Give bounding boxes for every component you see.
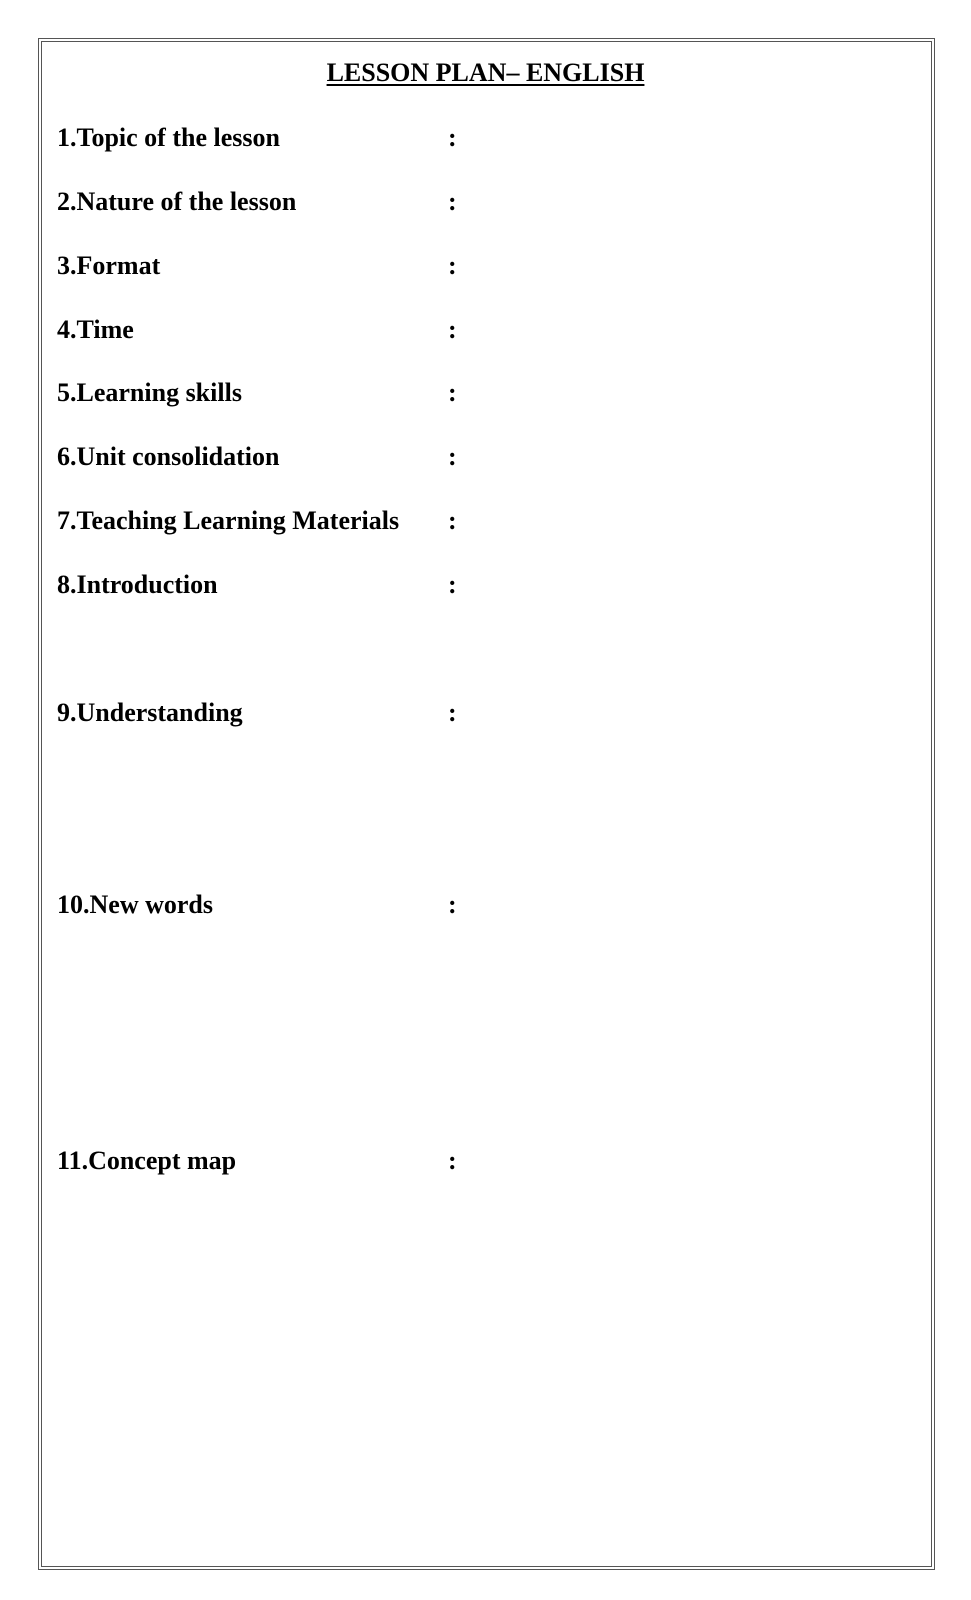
field-label-concept-map: 11.Concept map — [57, 1146, 237, 1175]
field-colon-learning-skills: : — [448, 378, 457, 407]
field-colon-introduction: : — [448, 570, 457, 599]
field-label-nature: 2.Nature of the lesson — [57, 187, 297, 216]
document-title-container — [0, 56, 971, 90]
field-label-time: 4.Time — [57, 315, 134, 344]
field-colon-time: : — [448, 315, 457, 344]
field-label-learning-skills: 5.Learning skills — [57, 378, 242, 407]
page-border-inner — [41, 41, 932, 1567]
field-colon-concept-map: : — [448, 1146, 457, 1175]
field-colon-teaching-materials: : — [448, 506, 457, 535]
field-label-topic: 1.Topic of the lesson — [57, 123, 280, 152]
field-label-format: 3.Format — [57, 251, 161, 280]
field-colon-new-words: : — [448, 890, 457, 919]
field-label-understanding: 9.Understanding — [57, 698, 243, 727]
field-label-introduction: 8.Introduction — [57, 570, 218, 599]
field-colon-nature: : — [448, 187, 457, 216]
field-colon-topic: : — [448, 123, 457, 152]
field-label-unit-consolidation: 6.Unit consolidation — [57, 442, 280, 471]
field-label-new-words: 10.New words — [57, 890, 213, 919]
field-colon-unit-consolidation: : — [448, 442, 457, 471]
field-label-teaching-materials: 7.Teaching Learning Materials — [57, 506, 400, 535]
field-colon-understanding: : — [448, 698, 457, 727]
page-border — [38, 38, 935, 1570]
document-title: LESSON PLAN– ENGLISH — [326, 58, 645, 87]
field-colon-format: : — [448, 251, 457, 280]
